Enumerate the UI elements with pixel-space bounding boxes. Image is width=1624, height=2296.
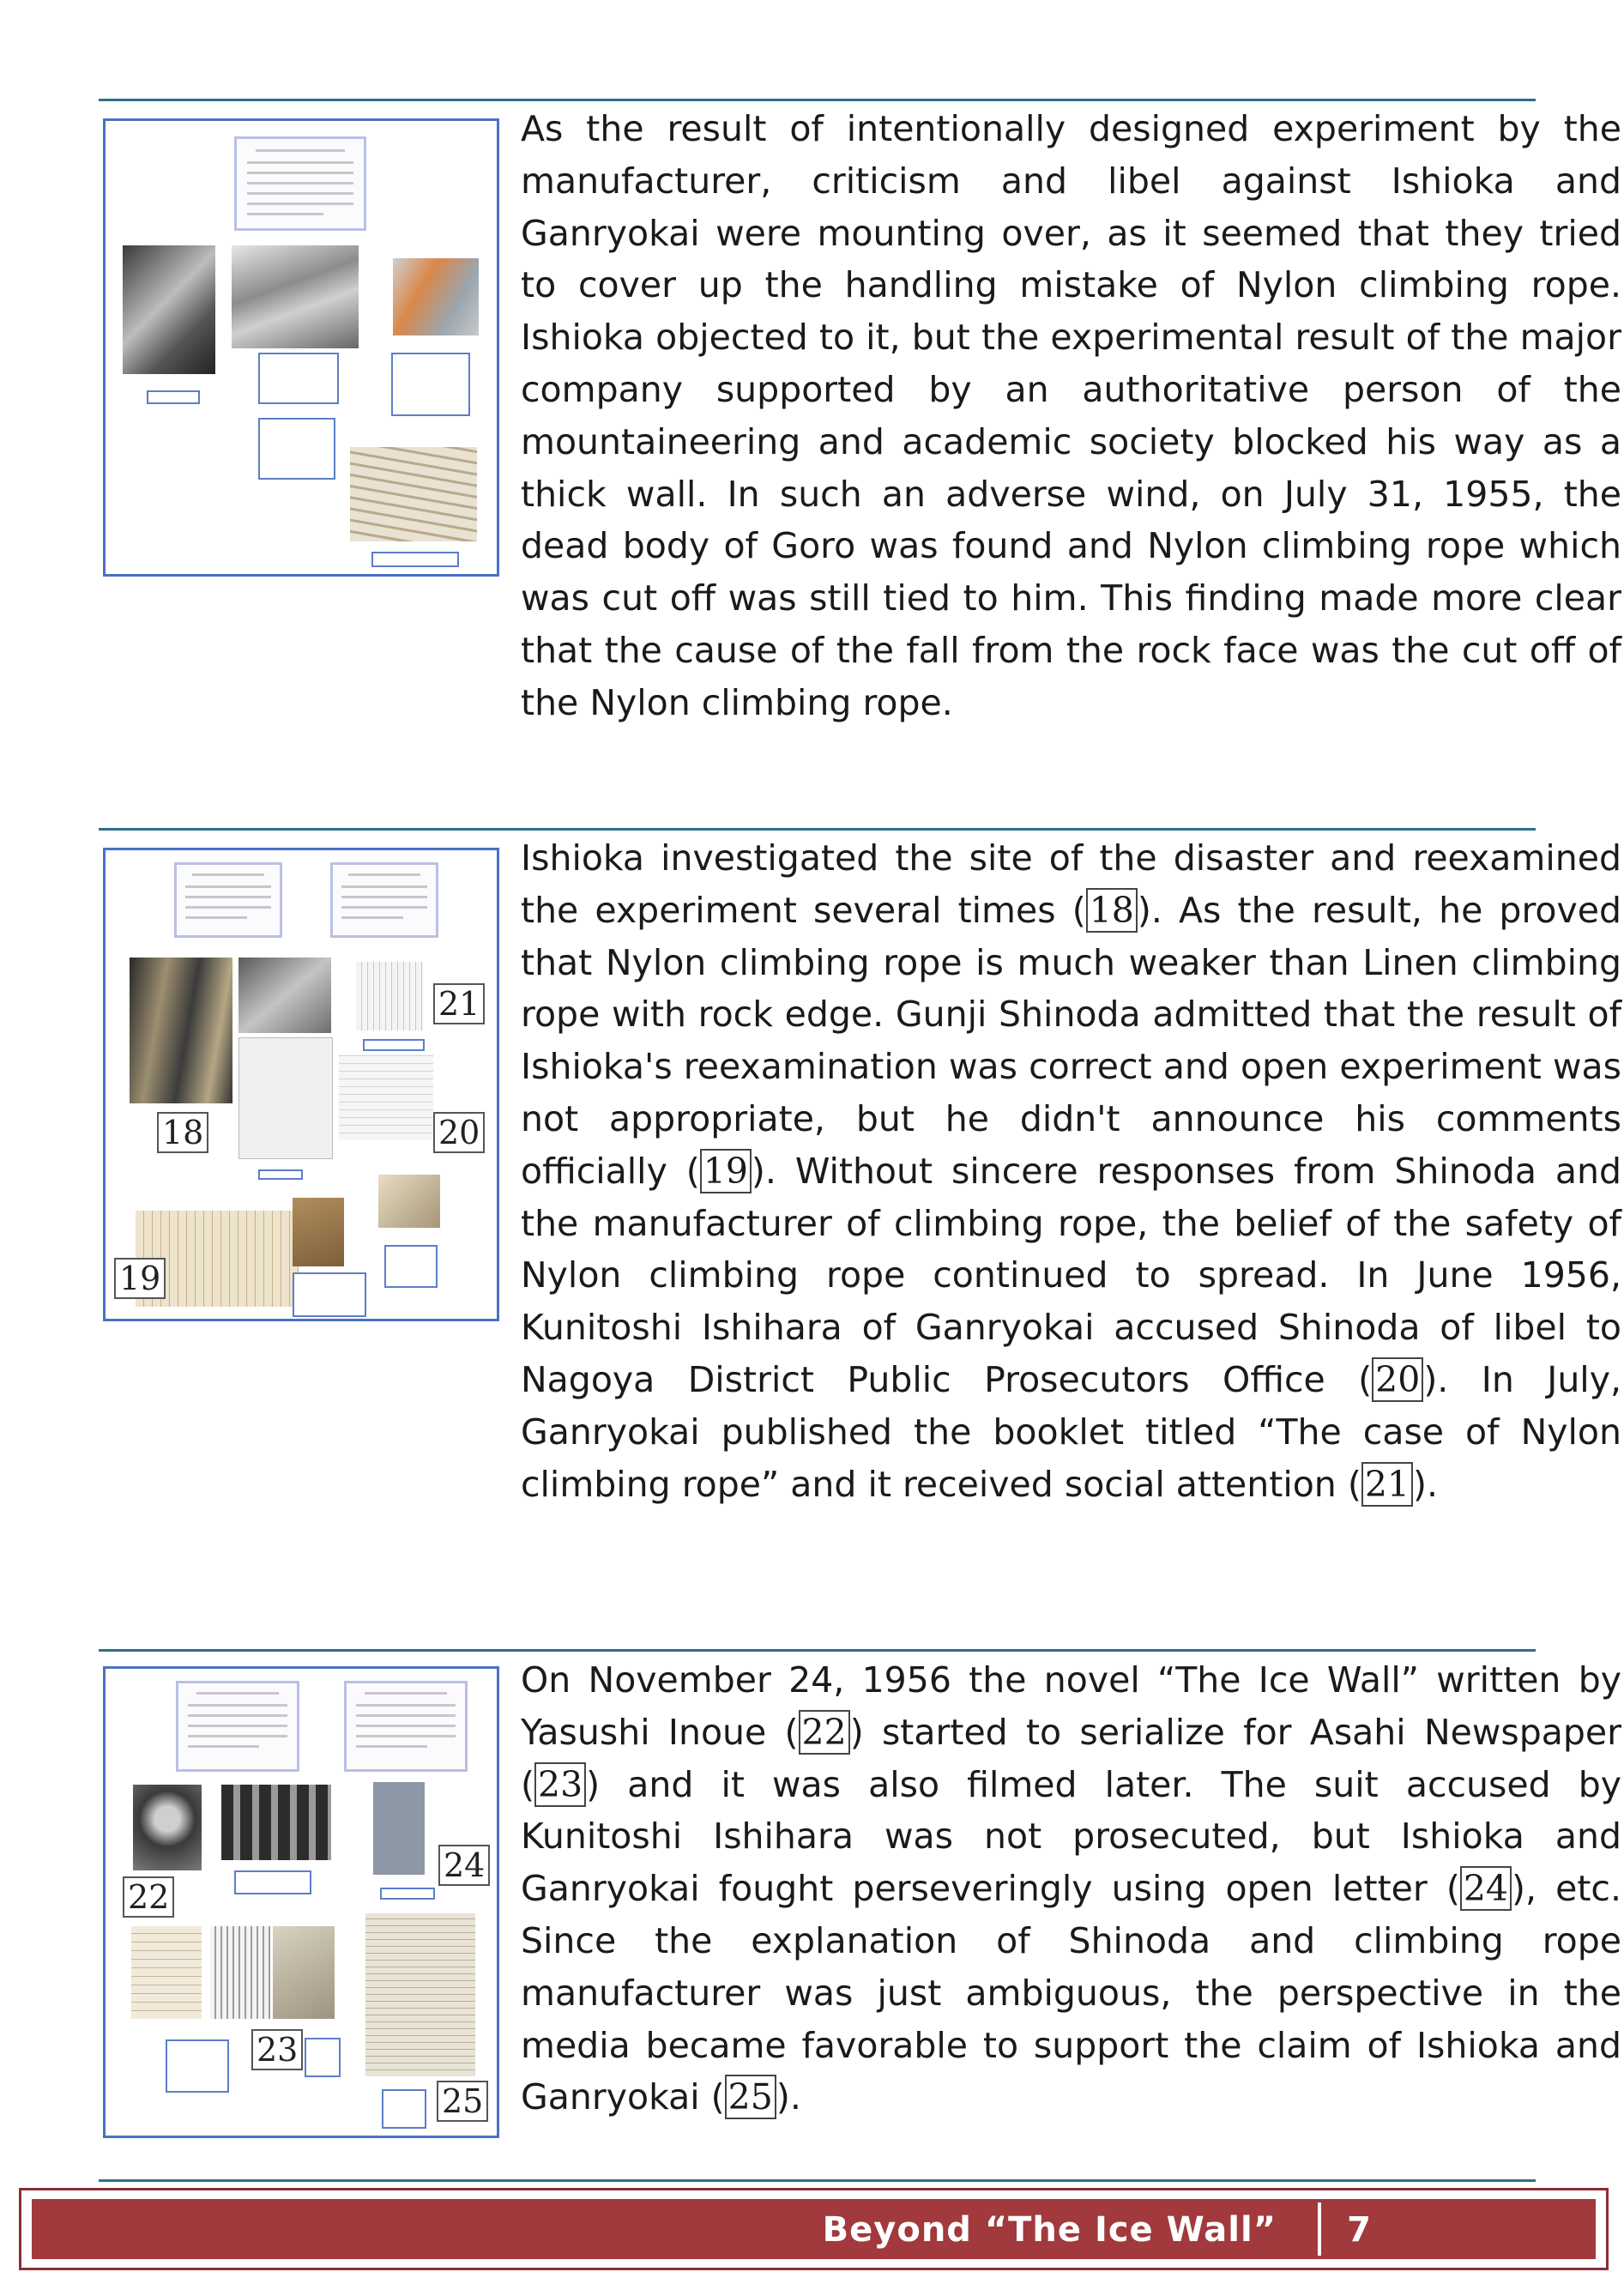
- exhibit-thumbnail-2: [103, 848, 499, 1321]
- caption-box: [293, 1272, 366, 1317]
- rock-edge-photo: [238, 958, 331, 1033]
- exhibit-label-24: 24: [438, 1845, 490, 1886]
- site-tripod-photo: [130, 958, 232, 1103]
- caption-box: [391, 353, 470, 416]
- section-2-paragraph: Ishioka investigated the site of the disaster and reexamined the experiment several times (18). As the result, he proved that Nylon climbing rope is much weaker than Linen climbing rope with rock edge. Gunji Shinoda admitted that the result of Ishioka's reexamination was correct and open experiment was not appropriate, but he didn't announce his comments officially (19). Without sincere responses from Shinoda and the manufacturer of climbing rope, the belief of the safety of Nylon climbing rope continued to spread. In June 1956, Kunitoshi Ishihara of Ganryokai accused Shinoda of libel to Nagoya District Public Prosecutors Office (20). In July, Ganryokai published the booklet titled “The case of Nylon climbing rope” and it received social attention (21).: [521, 837, 1622, 1505]
- section-3: [99, 1654, 1622, 2178]
- reference-24: 24: [1460, 1866, 1512, 1911]
- exhibit-thumbnail-3: [103, 1666, 499, 2138]
- section-divider-bottom: [99, 2179, 1536, 2182]
- document-panel: [174, 862, 282, 938]
- caption-box: [234, 1870, 311, 1894]
- handwritten-note: [356, 962, 423, 1030]
- caption-box: [258, 418, 335, 480]
- footer-title: Beyond “The Ice Wall”: [822, 2210, 1277, 2250]
- letter-photo: [378, 1175, 440, 1228]
- author-portrait: [133, 1785, 202, 1870]
- newspaper-photo: [273, 1926, 335, 2019]
- section-1-paragraph: As the result of intentionally designed experiment by the manufacturer, criticism and libel against Ishioka and Ganryokai were mounting over, as it seemed that they tried to cover up the handling mistake of Nylon climbing rope. Ishioka objected to it, but the experimental result of the major company supported by an authoritative person of the mountaineering and academic society blocked his way as a thick wall. In such an adverse wind, on July 31, 1955, the dead body of Goro was found and Nylon climbing rope which was cut off was still tied to him. This finding made more clear that the cause of the fall from the rock face was the cut off of the Nylon climbing rope.: [521, 108, 1621, 723]
- reference-22: 22: [799, 1710, 850, 1755]
- section-divider-3: [99, 1649, 1536, 1652]
- exhibit-label-21: 21: [433, 983, 485, 1024]
- caption-box: [258, 353, 339, 404]
- caption-box: [371, 552, 459, 567]
- exhibit-label-23: 23: [251, 2029, 303, 2070]
- report-document: [339, 1054, 433, 1140]
- caption-box: [147, 390, 200, 404]
- exhibit-thumbnail-1: [103, 118, 499, 577]
- rope-photo: [393, 258, 479, 335]
- exhibit-label-22: 22: [123, 1876, 174, 1918]
- document-panel: [176, 1681, 299, 1772]
- exhibit-label-20: 20: [433, 1112, 485, 1153]
- group-photo: [221, 1785, 331, 1860]
- caption-box: [380, 1888, 435, 1900]
- reference-21: 21: [1361, 1462, 1413, 1507]
- caption-box: [384, 1245, 438, 1288]
- manuscript-photo: [131, 1926, 202, 2019]
- footer-separator: [1318, 2202, 1321, 2256]
- reference-18: 18: [1086, 888, 1138, 933]
- page-footer: [19, 2188, 1609, 2270]
- reference-20: 20: [1372, 1357, 1423, 1402]
- exhibit-label-25: 25: [437, 2081, 488, 2122]
- exhibit-label-18: 18: [157, 1112, 208, 1153]
- apparatus-drawing: [238, 1037, 333, 1159]
- section-2: [99, 832, 1622, 1647]
- caption-box: [305, 2038, 341, 2077]
- reference-19: 19: [700, 1149, 752, 1193]
- footer-bar: [32, 2199, 1596, 2259]
- caption-box: [258, 1169, 303, 1180]
- document-panel: [234, 136, 366, 231]
- section-1: [99, 103, 1621, 824]
- section-divider-top: [99, 99, 1536, 101]
- envelope-photo: [293, 1198, 344, 1266]
- caption-box: [382, 2089, 426, 2129]
- rock-face-photo: [232, 245, 359, 348]
- caption-box: [166, 2039, 229, 2093]
- rope-diagram-photo: [350, 447, 477, 541]
- reference-25: 25: [725, 2075, 776, 2119]
- caption-box: [363, 1039, 425, 1051]
- page-number: 7: [1347, 2210, 1371, 2250]
- open-letter-newspaper: [365, 1913, 475, 2076]
- section-divider-2: [99, 828, 1536, 831]
- document-panel: [344, 1681, 468, 1772]
- section-3-paragraph: On November 24, 1956 the novel “The Ice Wall” written by Yasushi Inoue (22) started to serialize for Asahi Newspaper (23) and it was also filmed later. The suit accused by Kunitoshi Ishihara was not prosecuted, but Ishioka and Ganryokai fought perseveringly using open letter (24), etc. Since the explanation of Shinoda and climbing rope manufacturer was just ambiguous, the perspective in the media became favorable to support the claim of Ishioka and Ganryokai (25).: [521, 1659, 1622, 2118]
- exhibit-label-19: 19: [114, 1258, 166, 1299]
- climbers-photo: [123, 245, 215, 374]
- newspaper-clippings: [210, 1926, 270, 2019]
- book-cover: [373, 1782, 425, 1875]
- document-panel: [330, 862, 438, 938]
- reference-23: 23: [534, 1762, 586, 1807]
